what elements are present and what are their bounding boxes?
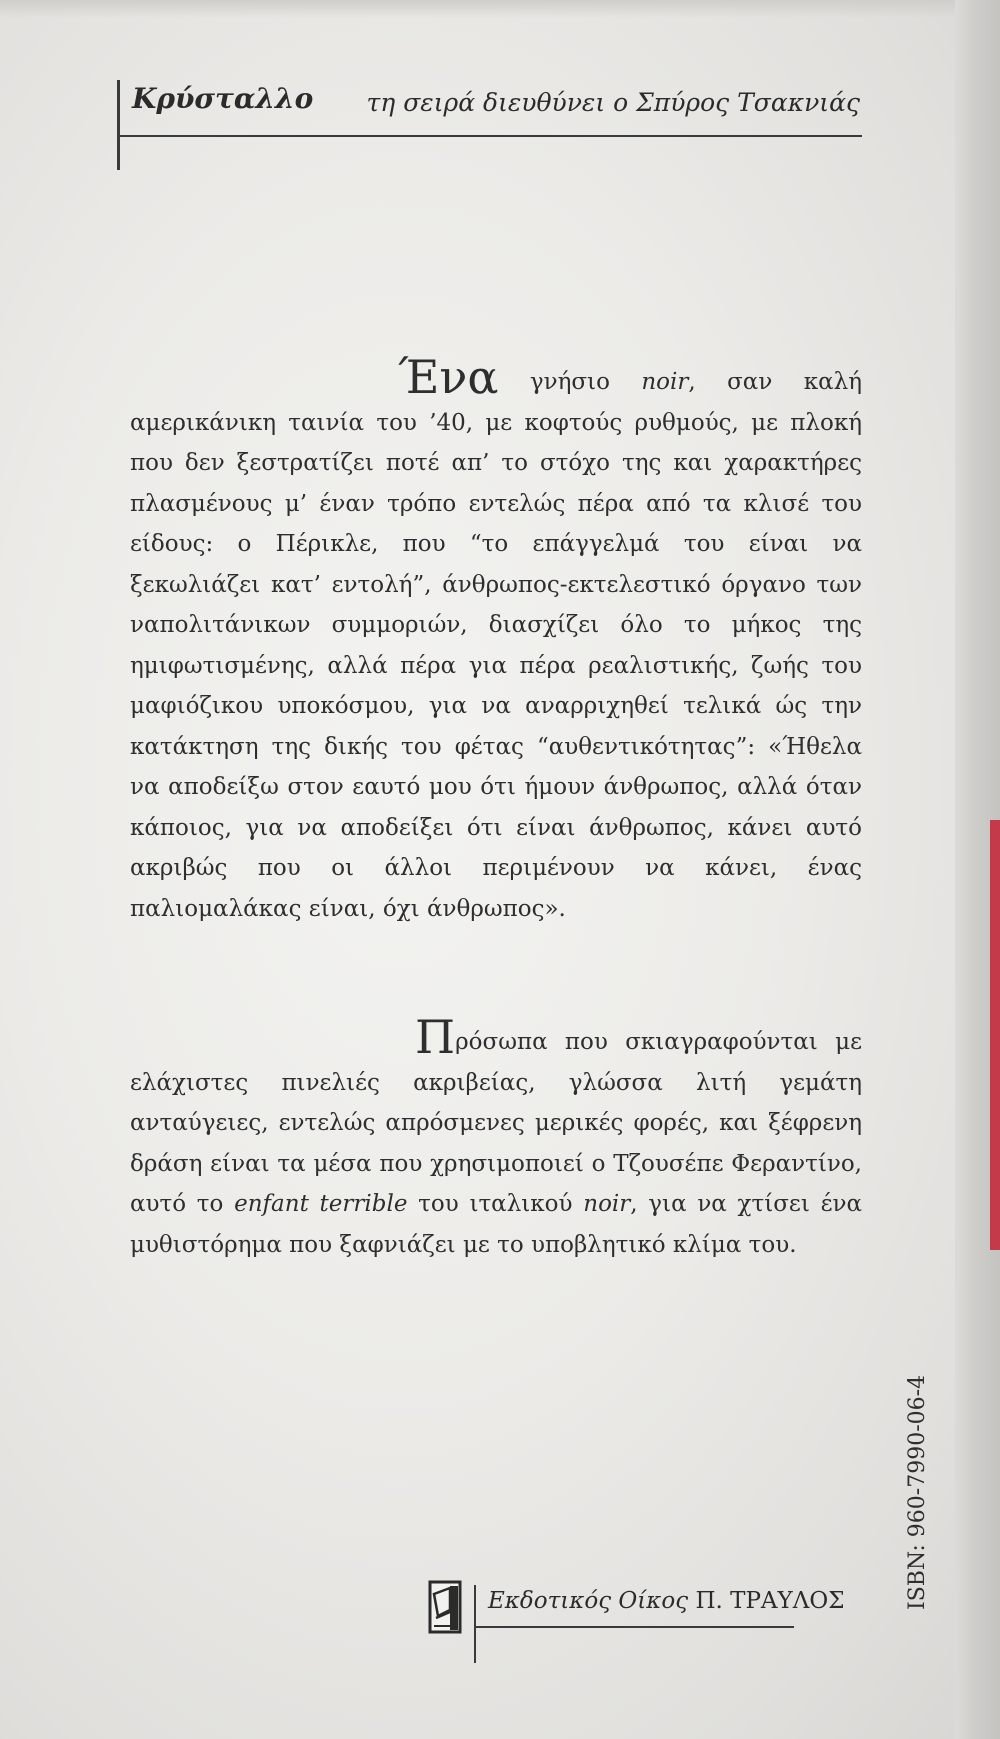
publisher-horizontal-rule [474,1626,794,1628]
top-edge-shadow [0,0,1000,18]
blurb-text: , για να χτίσει ένα μυθιστόρημα που ξαφνιάζει με το υποβλητικό κλίμα του. [130,1191,863,1258]
spine-red-accent [990,820,1000,1250]
header-vertical-rule [117,80,120,170]
series-director: τη σειρά διευθύνει ο Σπύρος Τσακνιάς [366,88,860,117]
blurb-text: του ιταλικού [407,1191,584,1217]
publisher-brand: Π. ΤΡΑΥΛΟΣ [695,1588,845,1614]
blurb-paragraph-2 [130,1010,863,1265]
blurb-paragraph-1 [130,350,862,929]
series-name: Κρύσταλλο [132,82,314,115]
blurb-text: γνήσιο [498,369,642,395]
publisher-name [488,1588,844,1614]
publisher-vertical-rule [474,1585,476,1663]
blurb-italic-noir: noir [583,1191,631,1217]
isbn-number: ISBN: 960-7990-06-4 [905,1374,930,1610]
blurb-italic-noir: noir [641,369,689,395]
drop-cap: Π [415,1010,456,1064]
blurb-text: , σαν καλή αμερικάνικη ταινία του ’40, με κοφτούς ρυθμούς, με πλοκή που δεν ξεστρατίζει ποτέ απ’ το στόχο της και χαρακτήρες πλασμένους μ’ έναν τρόπο εντελώς πέρα από τα κλισέ του είδους: ο Πέρικλε, που “το επάγγελμά του είναι να ξεκωλιάζει κατ’ εντολή”, άνθρωπος-εκτελεστικό όργανο των ναπολιτάνικων συμμοριών, διασχίζει όλο το μήκος της ημιφωτισμένης, αλλά πέρα για πέρα ρεαλιστικής, ζωής του μαφιόζικου υποκόσμου, για να αναρριχηθεί τελικά ώς την κατάκτηση της δικής του φέτας “αυθεντικότητας”: «Ήθελα να αποδείξω στον εαυτό μου ότι ήμουν άνθρωπος, αλλά όταν κάποιος, για να αποδείξει ότι είναι άνθρωπος, κάνει αυτό ακριβώς που οι άλλοι περιμένουν να κάνει, ένας παλιομαλάκας είναι, όχι άνθρωπος». [130,369,862,922]
blurb-text: ρόσωπα που σκιαγραφούνται με ελάχιστες πινελιές ακριβείας, γλώσσα λιτή γεμάτη ανταύγειες, εντελώς απρόσμενες μερικές φορές, και ξέφρενη δράση είναι τα μέσα που χρησιμοποιεί ο Τζουσέπε Φεραντίνο, αυτό το [130,1029,862,1217]
drop-cap: Ένα [398,350,499,404]
header-horizontal-rule [117,135,862,137]
publisher-label: Εκδοτικός Οίκος [488,1588,689,1614]
publisher-logo-icon [428,1580,462,1634]
blurb-italic-enfant-terrible: enfant terrible [234,1191,408,1217]
